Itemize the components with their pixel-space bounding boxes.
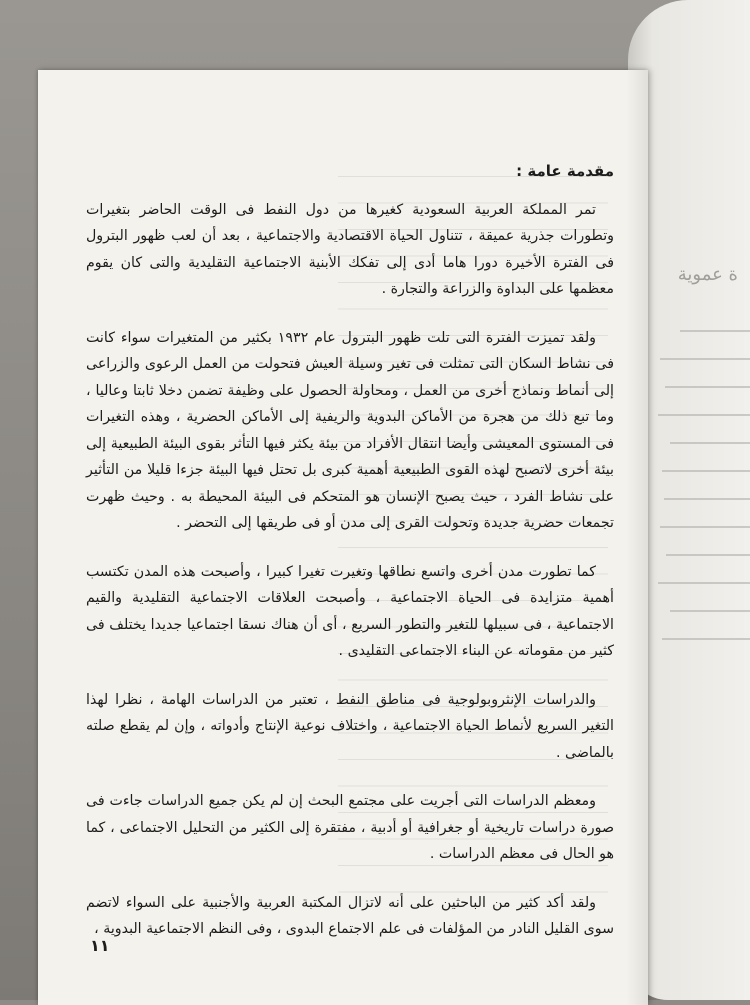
- page-number: ١١: [90, 936, 110, 955]
- facing-page-line: [658, 414, 750, 416]
- facing-page-line: [660, 358, 750, 360]
- facing-page-line: [670, 610, 750, 612]
- paragraph: كما تطورت مدن أخرى واتسع نطاقها وتغيرت تغيرا كبيرا ، وأصبحت هذه المدن تكتسب أهمية متزايدة فى الحياة الاجتماعية ، وأصبحت العلاقات الاجتماعية التقليدية والقيم الاجتماعية ، فى سبيلها للتغير والتطور السريع ، أى أن هناك نسقا اجتماعيا جديدا يختلف فى كثير من مقوماته عن البناء الاجتماعى التقليدى .: [86, 563, 614, 659]
- section-heading: مقدمة عامة :: [516, 162, 614, 180]
- paragraph: ومعظم الدراسات التى أجريت على مجتمع البحث إن لم يكن جميع الدراسات جاءت فى صورة دراسات تاريخية أو جغرافية أو أدبية ، مفتقرة إلى الكثير من التحليل الاجتماعى ، كما هو الحال فى معظم الدراسات .: [86, 793, 614, 862]
- facing-page-heading: ة عموية: [677, 264, 738, 285]
- facing-page-line: [660, 526, 750, 528]
- facing-page-line: [670, 442, 750, 444]
- facing-page-line: [680, 330, 750, 332]
- page-gutter-shadow: [626, 70, 648, 1005]
- facing-page-line: [665, 386, 750, 388]
- paragraph: تمر المملكة العربية السعودية كغيرها من دول النفط فى الوقت الحاضر بتغيرات وتطورات جذرية عميقة ، تتناول الحياة الاقتصادية والاجتماعية ، بعد أن لعب ظهور البترول فى الفترة الأخيرة دورا هاما أدى إلى تفكك الأبنية الاجتماعية التقليدية والتى كان يقوم معظمها على البداوة والزراعة والتجارة .: [86, 201, 614, 297]
- book-page: [38, 70, 648, 1005]
- facing-page-line: [664, 498, 750, 500]
- page-body: [86, 158, 614, 965]
- facing-page-line: [658, 582, 750, 584]
- paragraph: والدراسات الإنثروبولوجية فى مناطق النفط ، تعتبر من الدراسات الهامة ، نظرا لهذا التغير السريع لأنماط الحياة الاجتماعية ، واختلاف نوعية الإنتاج وأدواته ، وإن لم يقطع صلته بالماضى .: [86, 691, 614, 761]
- facing-page-line: [662, 638, 750, 640]
- facing-page-line: [666, 554, 750, 556]
- paragraph: ولقد تميزت الفترة التى تلت ظهور البترول عام ١٩٣٢ بكثير من المتغيرات سواء كانت فى نشاط السكان التى تمثلت فى تغير وسيلة العيش فتحولت من العمل الرعوى والزراعى إلى أنماط ونماذج أخرى من العمل ، ومحاولة الحصول على وظيفة تضمن دخلا ثابتا وعاليا ، وما تبع ذلك من هجرة من الأماكن البدوية والريفية إلى الأماكن الحضرية ، وهذه التغيرات فى المستوى المعيشى وأيضا انتقال الأفراد من بيئة يكثر فيها التأثر بقوى البيئة الطبيعية إلى بيئة أخرى لاتصبح لهذه القوى الطبيعية أهمية كبرى بل تحتل فيها البيئة جزءا قليلا من التأثير على نشاط الفرد ، حيث يصبح الإنسان هو المتحكم فى البيئة المحيطة به . وحيث ظهرت تجمعات حضرية جديدة وتحولت القرى إلى مدن أو فى طريقها إلى التحضر .: [86, 329, 614, 531]
- facing-page-line: [662, 470, 750, 472]
- paragraph: ولقد أكد كثير من الباحثين على أنه لاتزال المكتبة العربية والأجنبية على السواء لاتضم سوى القليل النادر من المؤلفات فى علم الاجتماع البدوى ، وفى النظم الاجتماعية البدوية ،: [86, 894, 614, 937]
